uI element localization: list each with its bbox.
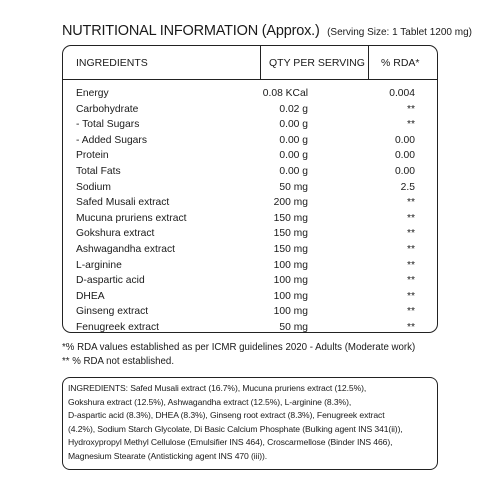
ingredient-name: Ashwagandha extract <box>76 243 176 255</box>
ingredient-name: Carbohydrate <box>76 103 139 115</box>
qty-value: 100 mg <box>273 306 308 318</box>
qty-value: 150 mg <box>273 243 308 255</box>
rda-value: ** <box>406 306 415 318</box>
rda-value: 0.004 <box>389 88 415 99</box>
table-row <box>63 88 437 104</box>
ingredient-name: Safed Musali extract <box>76 197 170 209</box>
table-row <box>63 150 437 166</box>
qty-value: 100 mg <box>273 290 308 302</box>
ingredient-name: Protein <box>76 150 109 162</box>
header-divider <box>368 46 369 79</box>
rda-value: 2.5 <box>400 181 415 193</box>
ingredient-name: D-aspartic acid <box>76 275 145 287</box>
table-row <box>63 275 437 291</box>
nutrition-table <box>62 45 438 333</box>
table-row <box>63 119 437 135</box>
rda-value: 0.00 <box>394 134 415 146</box>
ingredients-line: D-aspartic acid (8.3%), DHEA (8.3%), Ginseng root extract (8.3%), Fenugreek extract <box>68 410 385 421</box>
qty-value: 150 mg <box>273 212 308 224</box>
table-row <box>63 182 437 198</box>
title-row <box>62 22 472 40</box>
table-row <box>63 104 437 120</box>
ingredients-line: Hydroxypropyl Methyl Cellulose (Emulsifier INS 464), Croscarmellose (Binder INS 466), <box>68 437 393 448</box>
ingredient-name: Gokshura extract <box>76 228 155 240</box>
table-row <box>63 306 437 322</box>
rda-value: ** <box>406 275 415 287</box>
qty-value: 100 mg <box>273 259 308 271</box>
ingredient-name: Energy <box>76 88 109 99</box>
qty-value: 200 mg <box>273 197 308 209</box>
rda-value: ** <box>406 212 415 224</box>
header-divider <box>260 46 261 79</box>
rda-value: ** <box>406 228 415 240</box>
ingredient-name: Sodium <box>76 181 111 193</box>
ingredients-line: Gokshura extract (12.5%), Ashwagandha extract (12.5%), L-arginine (8.3%), <box>68 396 352 407</box>
ingredient-name: Fenugreek extract <box>76 321 159 333</box>
rda-value: ** <box>406 103 415 115</box>
qty-value: 0.00 g <box>279 134 308 146</box>
ingredient-name: DHEA <box>76 290 105 302</box>
qty-value: 100 mg <box>273 275 308 287</box>
qty-value: 150 mg <box>273 228 308 240</box>
ingredients-line: INGREDIENTS: Safed Musali extract (16.7%), Mucuna pruriens extract (12.5%), <box>68 383 367 393</box>
header-ingredients: INGREDIENTS <box>76 57 148 69</box>
qty-value: 0.00 g <box>279 150 308 162</box>
table-row <box>63 213 437 229</box>
table-row <box>63 291 437 307</box>
ingredients-line: Magnesium Stearate (Antisticking agent INS 470 (iii)). <box>68 450 268 461</box>
not-established-footnote: ** % RDA not established. <box>62 355 175 367</box>
ingredient-name: - Total Sugars <box>76 119 140 131</box>
qty-value: 0.00 g <box>279 119 308 131</box>
qty-value: 0.00 g <box>279 165 308 177</box>
ingredient-name: - Added Sugars <box>76 134 147 146</box>
ingredients-box <box>62 377 438 470</box>
rda-value: ** <box>406 197 415 209</box>
table-header <box>63 46 437 80</box>
table-row <box>63 228 437 244</box>
rda-value: ** <box>406 290 415 302</box>
rda-value: 0.00 <box>394 150 415 162</box>
rda-footnote: *% RDA values established as per ICMR guidelines 2020 - Adults (Moderate work) <box>62 342 416 353</box>
table-row <box>63 244 437 260</box>
ingredient-name: Ginseng extract <box>76 306 149 318</box>
ingredient-name: Mucuna pruriens extract <box>76 212 187 224</box>
qty-value: 50 mg <box>279 321 308 333</box>
table-row <box>63 166 437 182</box>
footnotes <box>62 341 415 368</box>
header-rda: % RDA* <box>381 57 420 69</box>
rda-value: ** <box>406 243 415 255</box>
rda-value: ** <box>406 119 415 131</box>
ingredients-line: (4.2%), Sodium Starch Glycolate, Di Basic Calcium Phosphate (Bulking agent INS 341(ii)), <box>68 423 403 434</box>
ingredient-name: Total Fats <box>76 165 121 177</box>
qty-value: 0.02 g <box>279 103 308 115</box>
table-row <box>63 260 437 276</box>
header-qty: QTY PER SERVING <box>269 57 365 69</box>
rda-value: 0.00 <box>394 165 415 177</box>
qty-value: 0.08 KCal <box>262 88 308 99</box>
serving-size: (Serving Size: 1 Tablet 1200 mg) <box>327 27 472 38</box>
ingredient-name: L-arginine <box>76 259 122 271</box>
table-row <box>63 197 437 213</box>
page-title: NUTRITIONAL INFORMATION (Approx.) <box>62 23 320 39</box>
table-row <box>63 135 437 151</box>
table-body <box>63 88 437 338</box>
table-row <box>63 322 437 338</box>
rda-value: ** <box>406 321 415 333</box>
qty-value: 50 mg <box>279 181 308 193</box>
rda-value: ** <box>406 259 415 271</box>
